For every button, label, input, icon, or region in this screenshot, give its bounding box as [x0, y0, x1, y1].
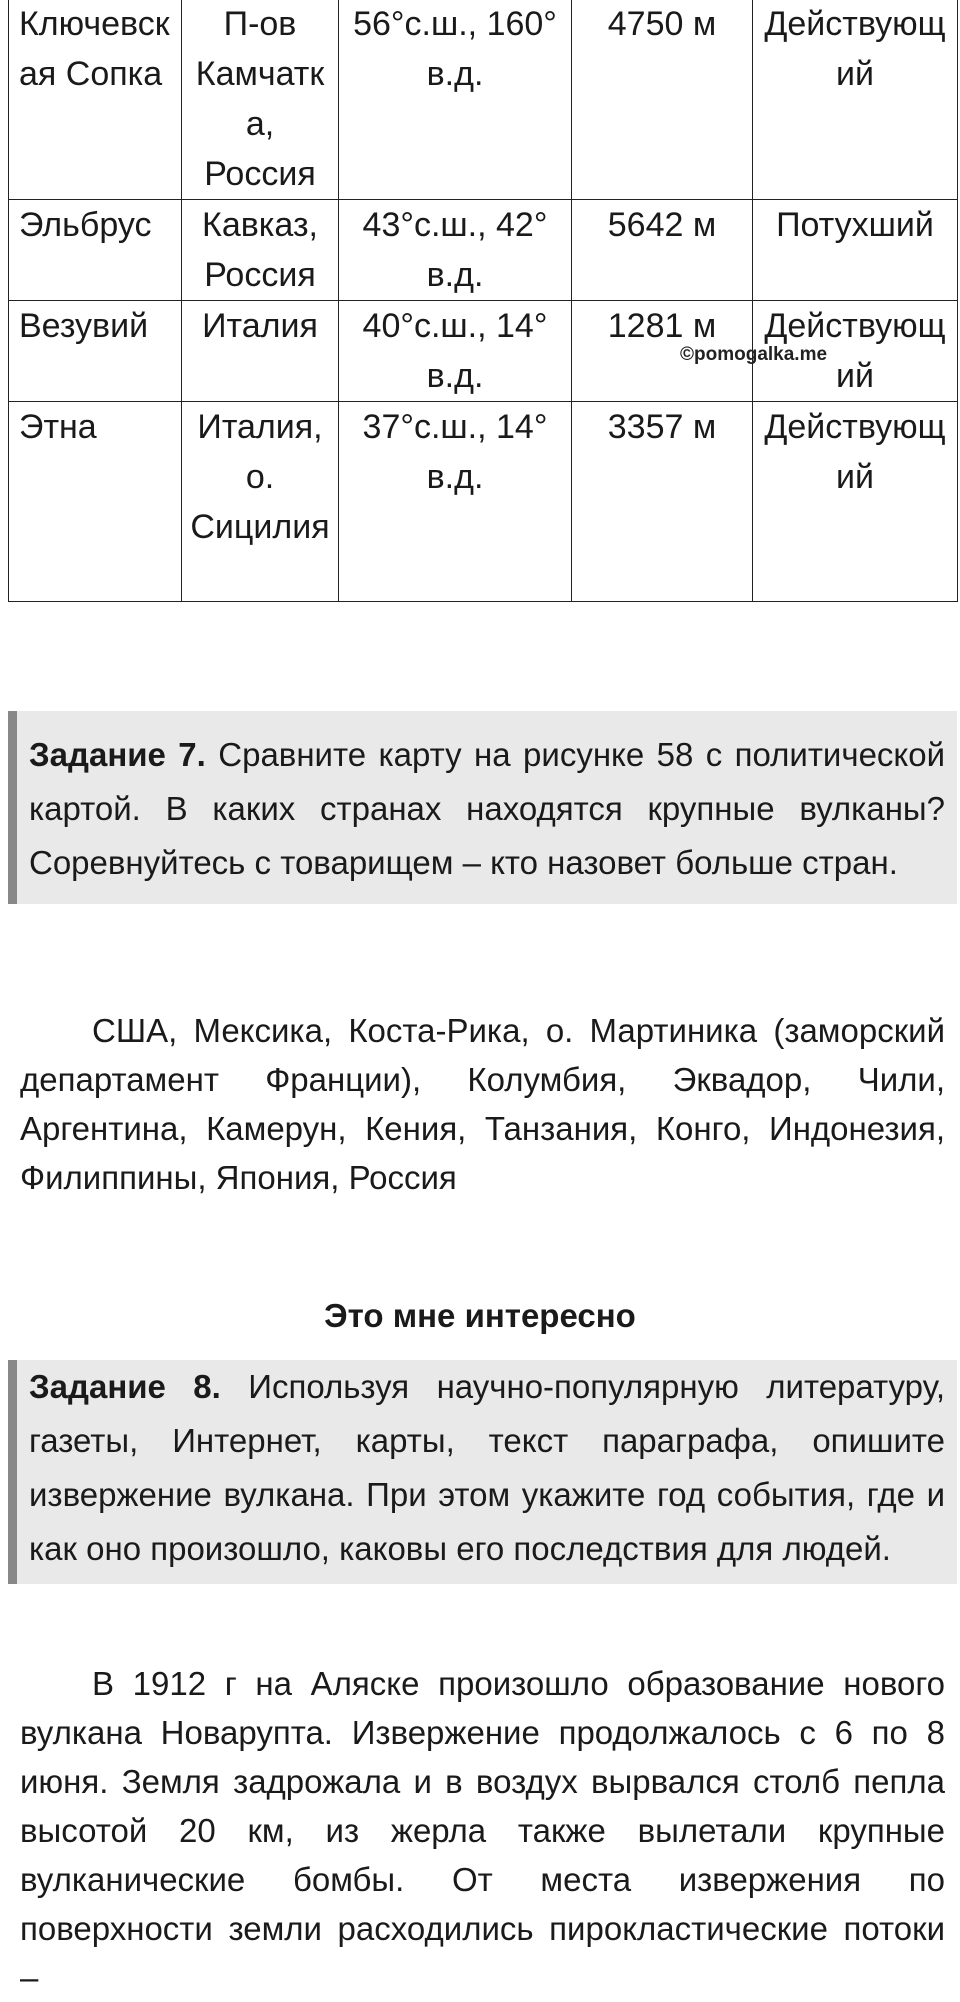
task-8-box [8, 1360, 957, 1584]
volcano-name-cell: Этна [9, 402, 182, 602]
task-7-text [17, 728, 957, 890]
volcano-coords-cell: 56°с.ш., 160° в.д. [339, 0, 572, 200]
volcano-status-cell: Действующий [753, 301, 958, 402]
volcano-location-cell: Кавказ, Россия [182, 200, 339, 301]
volcano-height-cell: 4750 м [572, 0, 753, 200]
volcano-table [8, 0, 958, 602]
volcano-coords-cell: 43°с.ш., 42° в.д. [339, 200, 572, 301]
task-8-label: Задание 8. [29, 1368, 221, 1405]
task-7-body: Сравните карту на рисунке 58 с политической картой. В каких странах находятся крупные вулканы? Соревнуйтесь с товарищем – кто назовет больше стран. [29, 736, 946, 881]
task-7-label: Задание 7. [29, 736, 206, 773]
task-8-body: Используя научно-популярную литературу, газеты, Интернет, карты, текст параграфа, опишите извержение вулкана. При этом укажите год события, где и как оно произошло, каковы его последствия для людей. [29, 1368, 946, 1567]
volcano-name-cell: Ключевская Сопка [9, 0, 182, 200]
volcano-table-body [9, 0, 958, 602]
task-7-answer: США, Мексика, Коста-Рика, о. Мартиника (заморский департамент Франции), Колумбия, Эквадор, Чили, Аргентина, Камерун, Кения, Танзания, Конго, Индонезия, Филиппины, Япония, Россия [20, 1012, 945, 1196]
volcano-height-cell: 5642 м [572, 200, 753, 301]
table-row [9, 402, 958, 602]
volcano-location-cell: Италия [182, 301, 339, 402]
volcano-coords-cell: 40°с.ш., 14° в.д. [339, 301, 572, 402]
task-8-text [17, 1360, 957, 1576]
task-8-answer: В 1912 г на Аляске произошло образование нового вулкана Новарупта. Извержение продолжалось с 6 по 8 июня. Земля задрожала и в воздух вырвался столб пепла высотой 20 км, из жерла также вылетали крупные вулканические бомбы. От места извержения по поверхности земли расходились пирокластические потоки – [20, 1665, 945, 1996]
volcano-status-cell: Действующий [753, 402, 958, 602]
volcano-name-cell: Эльбрус [9, 200, 182, 301]
volcano-height-cell: 1281 м [572, 301, 753, 402]
volcano-coords-cell: 37°с.ш., 14° в.д. [339, 402, 572, 602]
volcano-location-cell: П-ов Камчатка, Россия [182, 0, 339, 200]
volcano-name-cell: Везувий [9, 301, 182, 402]
table-row [9, 200, 958, 301]
volcano-location-cell: Италия, о. Сицилия [182, 402, 339, 602]
watermark: ©pomogalka.me [680, 344, 828, 365]
volcano-status-cell: Потухший [753, 200, 958, 301]
volcano-height-cell: 3357 м [572, 402, 753, 602]
table-row [9, 0, 958, 200]
section-title: Это мне интересно [324, 1297, 636, 1334]
volcano-status-cell: Действующий [753, 0, 958, 200]
task-7-box [8, 711, 957, 904]
